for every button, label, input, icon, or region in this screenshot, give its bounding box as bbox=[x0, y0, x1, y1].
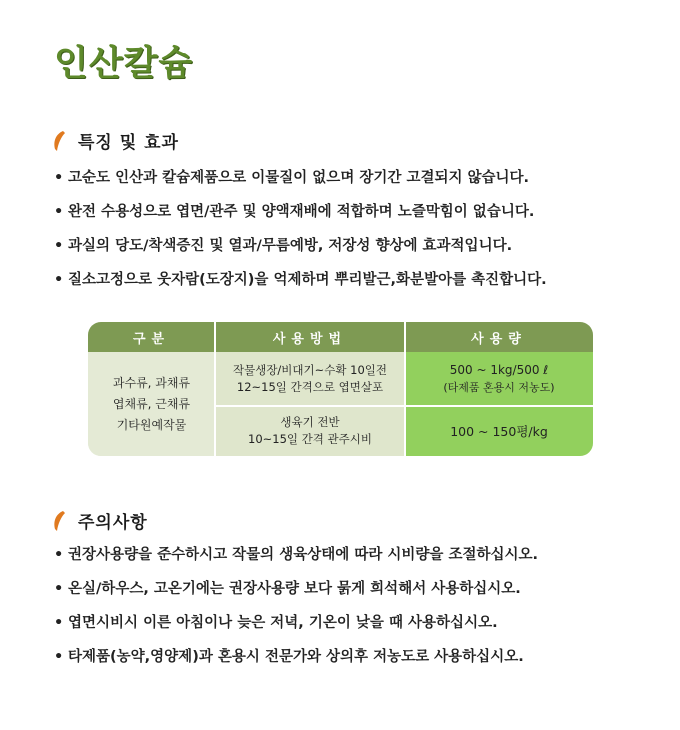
features-list bbox=[54, 166, 547, 302]
table-header-amount: 사용량 bbox=[405, 322, 593, 352]
bullet-icon: • bbox=[54, 649, 64, 665]
leaf-icon bbox=[52, 130, 66, 152]
list-item: • 완전 수용성으로 엽면/관주 및 양액재배에 적합하며 노즐막힘이 없습니다. bbox=[54, 200, 547, 234]
method-cell: 생육기 전반 10~15일 간격 관주시비 bbox=[215, 406, 405, 456]
features-heading-label: 특징 및 효과 bbox=[78, 133, 179, 153]
list-item: • 질소고정으로 웃자람(도장지)을 억제하며 뿌리발근,화분발아를 촉진합니다. bbox=[54, 268, 547, 302]
features-heading bbox=[52, 128, 179, 153]
table-divider bbox=[404, 322, 406, 456]
amount-cell: 100 ~ 150평/kg bbox=[405, 406, 593, 456]
leaf-icon bbox=[52, 510, 66, 532]
crop-label: 엽채류, 근채류 bbox=[112, 396, 191, 411]
bullet-icon: • bbox=[54, 272, 64, 288]
bullet-icon: • bbox=[54, 615, 64, 631]
cautions-heading bbox=[52, 508, 148, 533]
bullet-icon: • bbox=[54, 581, 64, 597]
bullet-icon: • bbox=[54, 547, 64, 563]
table-divider bbox=[214, 322, 216, 456]
crop-label: 과수류, 과채류 bbox=[112, 375, 191, 390]
list-item: • 온실/하우스, 고온기에는 권장사용량 보다 묽게 희석해서 사용하십시오. bbox=[54, 577, 538, 611]
list-item: • 타제품(농약,영양제)과 혼용시 전문가와 상의후 저농도로 사용하십시오. bbox=[54, 645, 538, 679]
table-header-category: 구분 bbox=[88, 322, 215, 352]
list-item: • 권장사용량을 준수하시고 작물의 생육상태에 따라 시비량을 조절하십시오. bbox=[54, 543, 538, 577]
cautions-list bbox=[54, 543, 538, 679]
list-item: • 고순도 인산과 칼슘제품으로 이물질이 없으며 장기간 고결되지 않습니다. bbox=[54, 166, 547, 200]
list-item: • 과실의 당도/착색증진 및 열과/무름예방, 저장성 향상에 효과적입니다. bbox=[54, 234, 547, 268]
table-header-method: 사용방법 bbox=[215, 322, 405, 352]
bullet-icon: • bbox=[54, 170, 64, 186]
table-divider bbox=[215, 405, 593, 407]
crop-cell bbox=[88, 352, 215, 456]
crop-label: 기타원예작물 bbox=[116, 417, 187, 432]
list-item: • 엽면시비시 이른 아침이나 늦은 저녁, 기온이 낮을 때 사용하십시오. bbox=[54, 611, 538, 645]
page-title: 인산칼슘 bbox=[54, 44, 194, 84]
bullet-icon: • bbox=[54, 238, 64, 254]
method-cell: 작물생장/비대기~수확 10일전 12~15일 간격으로 엽면살포 bbox=[215, 352, 405, 406]
bullet-icon: • bbox=[54, 204, 64, 220]
usage-table bbox=[88, 322, 593, 456]
cautions-heading-label: 주의사항 bbox=[78, 513, 148, 533]
amount-cell: 500 ~ 1kg/500 ℓ (타제품 혼용시 저농도) bbox=[405, 352, 593, 406]
